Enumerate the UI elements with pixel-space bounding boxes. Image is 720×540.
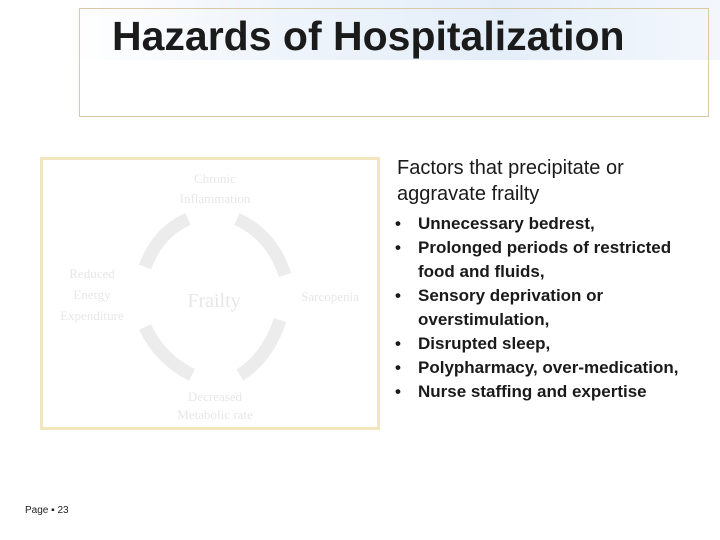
- list-item-text: Nurse staffing and expertise: [418, 382, 647, 401]
- diagram-center-label: Frailty: [187, 290, 241, 312]
- bullet-marker: •: [395, 238, 401, 257]
- diagram-top-label-line1: Chronic: [194, 171, 236, 186]
- diagram-right-label: Sarcopenia: [301, 289, 359, 304]
- list-item-text: Prolonged periods of restricted food and fluids,: [418, 238, 672, 281]
- diagram-top-label-line2: Inflammation: [179, 191, 251, 206]
- list-item-text: Polypharmacy, over-medication,: [418, 358, 679, 377]
- bullet-marker: •: [395, 358, 401, 377]
- list-item: [392, 332, 712, 356]
- list-item-text: Disrupted sleep,: [418, 334, 551, 353]
- slide-title: Hazards of Hospitalization: [112, 13, 625, 59]
- list-item: [392, 284, 712, 332]
- diagram-left-label-line3: Expenditure: [60, 308, 124, 323]
- diagram-left-label-line1: Reduced: [69, 266, 115, 281]
- factors-heading: [397, 155, 707, 207]
- list-item-text: Sensory deprivation or overstimulation,: [418, 286, 604, 329]
- bullet-marker: •: [395, 382, 401, 401]
- diagram-bottom-label-line1: Decreased: [187, 389, 243, 404]
- list-item: [392, 212, 712, 236]
- list-item-text: Unnecessary bedrest,: [418, 214, 595, 233]
- bullet-marker: •: [395, 334, 401, 353]
- diagram-bottom-label-line2: Metabolic rate: [177, 407, 253, 422]
- factors-heading-line2: aggravate frailty: [397, 183, 540, 205]
- cycle-arrow-top-right: [237, 219, 285, 275]
- cycle-arrow-top-left: [145, 219, 188, 267]
- bullet-marker: •: [395, 214, 401, 233]
- cycle-arrow-bottom-left: [145, 327, 192, 375]
- list-item: [392, 236, 712, 284]
- frailty-cycle-diagram: [40, 157, 380, 430]
- page-number: Page ▪ 23: [25, 505, 69, 516]
- cycle-arrow-bottom-right: [240, 320, 280, 375]
- list-item: [392, 380, 712, 404]
- factors-heading-line1: Factors that precipitate or: [397, 157, 624, 179]
- list-item: [392, 356, 712, 380]
- diagram-left-label-line2: Energy: [73, 287, 111, 302]
- bullet-marker: •: [395, 286, 401, 305]
- factors-list: [392, 212, 712, 404]
